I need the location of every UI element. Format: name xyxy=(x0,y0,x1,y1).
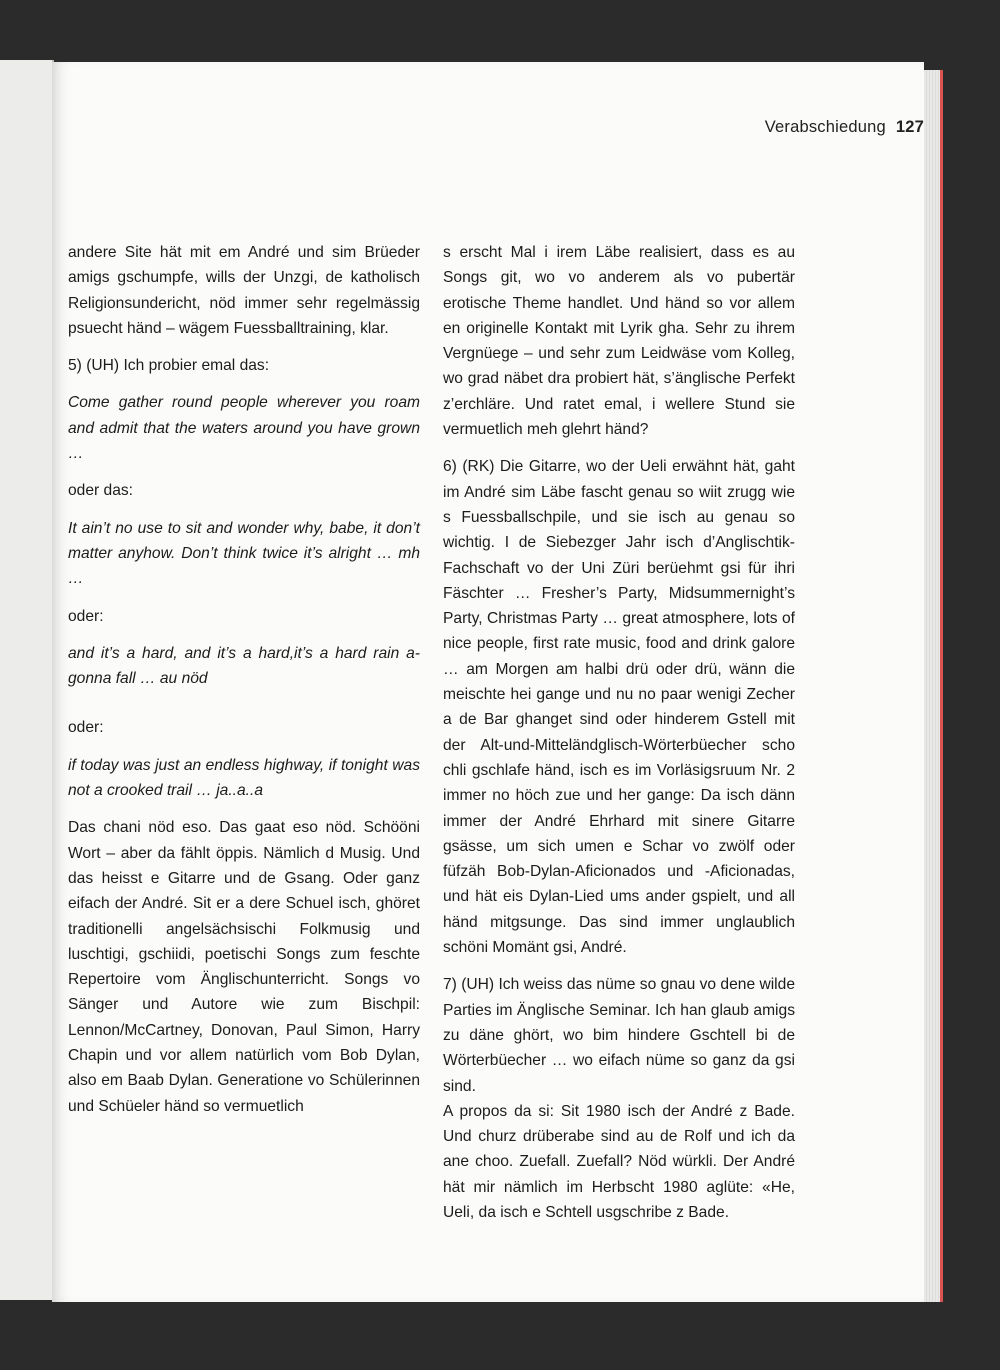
lyric-quote: Come gather round people wherever you roam and admit that the waters around you have grown … xyxy=(68,394,420,463)
page-number: 127 xyxy=(895,118,924,136)
paragraph: Das chani nöd eso. Das gaat eso nöd. Schööni Wort – aber da fählt öppis. Nämlich d Musig. Und das heisst e Gitarre und de Gsang. Oder ganz eifach der André. Sit er a dere Schuel isch, ghöret traditionelli angelsächsischi Folkmusig und luschtigi, gschiidi, poetischi Songs zum feschte Repertoire vom Änglischunterricht. Songs vo Sänger und Autore wie zum Bischpil: Lennon/McCartney, Donovan, Paul Simon, Harry Chapin und vor allem natürlich vom Bob Dylan, also em Baab Dylan. Generatione vo Schülerinnen und Schüeler händ so vermuetlich xyxy=(68,819,420,1115)
lyric-quote: if today was just an endless highway, if tonight was not a crooked trail … ja..a..a xyxy=(68,756,420,800)
paragraph: oder: xyxy=(68,719,104,737)
paragraph: 5) (UH) Ich probier emal das: xyxy=(68,357,270,375)
paragraph: oder das: xyxy=(68,482,134,500)
paragraph: oder: xyxy=(68,607,104,625)
facing-page-edge xyxy=(0,60,54,1300)
section-title: Verabschiedung xyxy=(764,118,886,136)
paragraph: 7) (UH) Ich weiss das nüme so gnau vo dene wilde Parties im Änglische Seminar. Ich han glaub amigs zu däne ghört, wo bim hindere Gschtell bi de Wörterbüecher … wo eifach nüme so ganz da gsi sind. xyxy=(443,976,795,1095)
page-stack-edge xyxy=(924,70,943,1302)
paragraph: 6) (RK) Die Gitarre, wo der Ueli erwähnt hät, gaht im André sim Läbe fascht genau so wiit zrugg wie s Fuessballschpile, und sie isch au genau so wichtig. I de Siebezger Jahr isch d’Anglischtik-Fachschaft vo der Uni Züri berüehmt gsi für ihri Fäschter … Fresher’s Party, Midsummernight’s Party, Christmas Party … great atmosphere, lots of nice people, first rate music, food and drink galore … am Morgen am halbi drü oder drü, wänn die meischte hei gange und nu no paar wenigi Zecher a de Bar ghanget sind oder hinderem Gstell mit der Alt-und-Mitteländglisch-Wörterbüecher scho chli gschlafe händ, isch es im Vorläsigsruum Nr. 2 immer no höch zue und her gange: Da isch dänn immer der André Ehrhard mit sinere Gitarre gsässe, um sich umen e Schar vo zwölf oder füfzäh Bob-Dylan-Aficionados und -Aficionadas, und hät eis Dylan-Lied ums ander gspielt, und all händ mitgsunge. Das sind immer unglaublich schöni Momänt gsi, André. xyxy=(443,458,795,957)
lyric-quote: and it’s a hard, and it’s a hard,it’s a hard rain a-gonna fall … au nöd xyxy=(68,644,420,688)
paragraph: A propos da si: Sit 1980 isch der André z Bade. Und churz drüberabe sind au de Rolf und ich da ane choo. Zuefall. Zuefall? Nöd würkli. Der André hät mir nämlich im Herbscht 1980 aglüte: «He, Ueli, da isch e Schtell usgschribe z Bade. xyxy=(443,1102,795,1221)
left-column xyxy=(68,240,420,1119)
running-header xyxy=(765,118,924,137)
paragraph: s erscht Mal i irem Läbe realisiert, dass es au Songs git, wo vo anderem als vo pubertär erotische Theme handlet. Und händ so vor allem en originelle Kontakt mit Lyrik gha. Sehr zu ihrem Vergnüege – und sehr zum Leidwäse vom Kolleg, wo grad näbet dra probiert hät, s’änglische Perfekt z’erchläre. Und ratet emal, i wellere Stund sie vermuetlich meh glehrt händ? xyxy=(443,244,795,439)
paragraph: andere Site hät mit em André und sim Brüeder amigs gschumpfe, wills der Unzgi, de katholisch Religionsundericht, nöd immer sehr regelmässig psuecht händ – wägem Fuessballtraining, klar. xyxy=(68,244,420,337)
lyric-quote: It ain’t no use to sit and wonder why, babe, it don’t matter anyhow. Don’t think twice it’s alright … mh … xyxy=(68,519,420,588)
right-column xyxy=(443,240,795,1225)
